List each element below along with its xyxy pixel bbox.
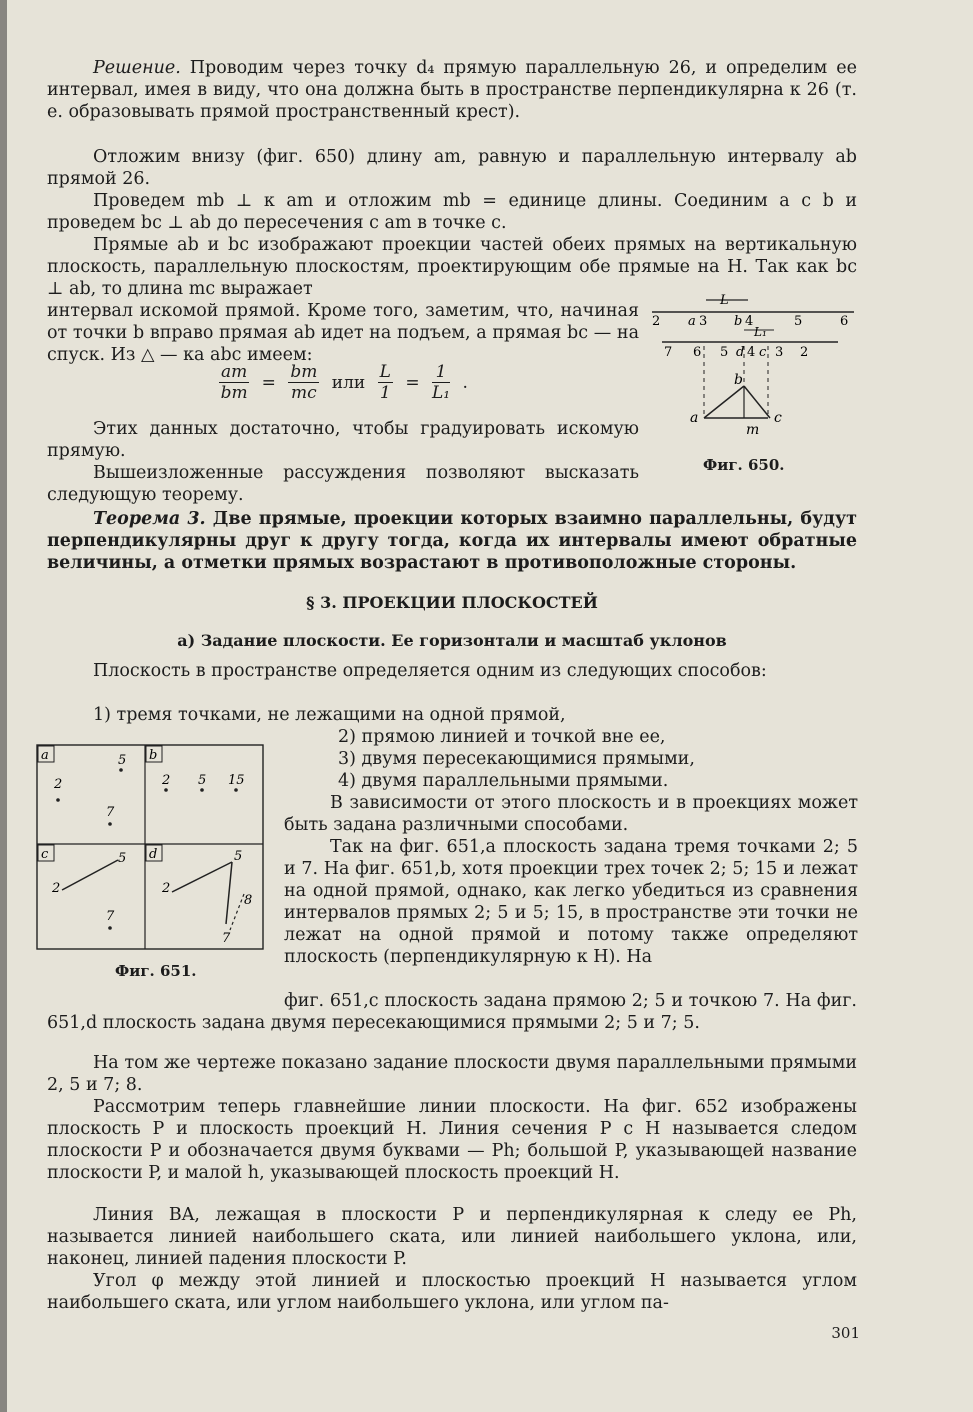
- panel-d-line-8-7: [230, 894, 244, 930]
- panel-c-label-2: 2: [52, 881, 61, 896]
- panel-d-label-7: 7: [222, 931, 231, 946]
- list-item-3: 3) двумя пересекающимися прямыми,: [338, 749, 695, 769]
- panel-a-label-5: 5: [118, 753, 127, 768]
- page-edge-shadow: [0, 0, 7, 1412]
- paragraph-12: Линия BA, лежащая в плоскости P и перпендикулярная к следу ее Ph, называется линией наибольшего ската, или линией наибольшего уклона, или, наконец, линией падения плоскости P.: [47, 1205, 857, 1269]
- list-item-1: 1) тремя точками, не лежащими на одной прямой,: [93, 705, 566, 725]
- panel-d-label-2: 2: [162, 881, 171, 896]
- bottom-label-5: 5: [720, 345, 729, 360]
- paragraph-9b: фиг. 651,c плоскость задана прямою 2; 5 и точкою 7. На фиг. 651,d плоскость задана двумя пересекающимися прямыми 2; 5 и 7; 5.: [47, 991, 857, 1033]
- panel-b-tag: b: [149, 748, 158, 763]
- point-m-label: m: [746, 422, 760, 438]
- paragraph-8: В зависимости от этого плоскость и в проекциях может быть задана различными способами.: [284, 793, 858, 835]
- bottom-label-c: c: [759, 345, 767, 360]
- frac2-den: mc: [291, 383, 317, 403]
- bottom-label-6: 6: [693, 345, 702, 360]
- paragraph-7: Плоскость в пространстве определяется одним из следующих способов:: [93, 661, 767, 681]
- frac1-num: am: [221, 362, 248, 382]
- panel-c-label-5: 5: [118, 851, 127, 866]
- panel-a-point-2: [56, 798, 60, 802]
- fraction-2: [288, 362, 319, 403]
- panel-c-label-7: 7: [106, 909, 115, 924]
- bottom-label-7: 7: [664, 345, 673, 360]
- panel-b-label-5: 5: [198, 773, 207, 788]
- top-label-b: b: [734, 314, 743, 329]
- panel-a-tag: a: [41, 748, 49, 763]
- panel-c-point-7: [108, 926, 112, 930]
- theorem-lead: Теорема 3.: [93, 509, 206, 529]
- top-label-3: 3: [699, 314, 708, 329]
- segment-ab: [704, 386, 744, 418]
- panel-b-point-5: [200, 788, 204, 792]
- top-label-6: 6: [840, 314, 849, 329]
- top-label-4: 4: [745, 314, 754, 329]
- paragraph-4a: Прямые ab и bc изображают проекции частей обеих прямых на вертикальную плоскость, параллельную плоскостям, проектирующим обе прямые на H. Так как bc ⊥ ab, то длина mc выражает: [47, 235, 857, 299]
- fraction-3: [378, 362, 393, 403]
- panel-b-point-2: [164, 788, 168, 792]
- or-word: или: [331, 372, 366, 393]
- subsection-title: а) Задание плоскости. Ее горизонтали и масштаб уклонов: [177, 631, 727, 650]
- panel-a-point-7: [108, 822, 112, 826]
- paragraph-solution: [47, 57, 857, 123]
- frac2-num: bm: [290, 362, 318, 382]
- panel-a-label-7: 7: [106, 805, 115, 820]
- solution-lead: Решение.: [93, 58, 181, 78]
- bottom-label-3: 3: [775, 345, 784, 360]
- figure-650-caption: Фиг. 650.: [703, 456, 785, 474]
- panel-c-line-2-5: [62, 860, 118, 890]
- L-label: L: [720, 293, 729, 308]
- top-label-5: 5: [794, 314, 803, 329]
- top-label-a: a: [688, 314, 696, 329]
- figure-650: [648, 288, 863, 448]
- paragraph-9a: Так на фиг. 651,a плоскость задана тремя точками 2; 5 и 7. На фиг. 651,b, хотя проекции трех точек 2; 5; 15 и лежат на одной прямой, однако, как легко убедиться из сравнения интервалов прямых 2; 5 и 5; 15, в пространстве эти точки не лежат на одной прямой и потому также определяют плоскость (перпендикулярную к H). На: [284, 837, 858, 967]
- bottom-label-2: 2: [800, 345, 809, 360]
- panel-c-tag: c: [41, 847, 49, 862]
- figure-651: [36, 744, 268, 954]
- panel-b-label-2: 2: [162, 773, 171, 788]
- panel-b-label-15: 15: [228, 773, 245, 788]
- page-number: 301: [831, 1324, 860, 1342]
- frac4-num: 1: [432, 362, 450, 383]
- bottom-label-4: 4: [747, 345, 756, 360]
- frac1-den: bm: [220, 383, 248, 403]
- fraction-1: [219, 362, 249, 403]
- frac3-num: L: [379, 362, 391, 382]
- section-title: § 3. ПРОЕКЦИИ ПЛОСКОСТЕЙ: [306, 593, 598, 612]
- formula-period: .: [462, 372, 468, 393]
- paragraph-11: Рассмотрим теперь главнейшие линии плоскости. На фиг. 652 изображены плоскость P и плоскость проекций H. Линия сечения P с H называется следом плоскости P и обозначается двумя буквами — Ph; большой P, указывающей название плоскости P, и малой h, указывающей плоскость проекций H.: [47, 1097, 857, 1183]
- ratio-formula: [215, 362, 471, 403]
- equals-2: =: [405, 372, 420, 393]
- L1-label: L₁: [754, 325, 767, 339]
- bottom-label-d: d: [736, 345, 745, 360]
- panel-a-label-2: 2: [54, 777, 63, 792]
- panel-d-line-5-7: [226, 862, 232, 924]
- theorem-3: [47, 508, 857, 574]
- paragraph-10: На том же чертеже показано задание плоскости двумя параллельными прямыми 2, 5 и 7; 8.: [47, 1053, 857, 1095]
- frac3-den: 1: [379, 383, 391, 403]
- paragraph-2: Отложим внизу (фиг. 650) длину am, равную и параллельную интервалу ab прямой 26.: [47, 147, 857, 189]
- list-item-4: 4) двумя параллельными прямыми.: [338, 771, 669, 791]
- paragraph-5: Этих данных достаточно, чтобы градуировать искомую прямую.: [47, 419, 639, 461]
- panel-d-label-5: 5: [234, 849, 243, 864]
- figure-651-caption: Фиг. 651.: [115, 962, 197, 980]
- theorem-text: Две прямые, проекции которых взаимно параллельны, будут перпендикулярны друг к другу тогда, когда их интервалы имеют обратные величины, а отметки прямых возрастают в противоположные стороны.: [47, 509, 857, 573]
- top-label-2: 2: [652, 314, 661, 329]
- segment-bc: [744, 386, 770, 418]
- paragraph-13: Угол φ между этой линией и плоскостью проекций H называется углом наибольшего ската, или углом наибольшего уклона, или углом па-: [47, 1271, 857, 1313]
- point-a-label: a: [690, 410, 699, 426]
- panel-d-tag: d: [149, 847, 158, 862]
- fraction-4: [432, 362, 450, 403]
- paragraph-6: Вышеизложенные рассуждения позволяют высказать следующую теорему.: [47, 463, 639, 505]
- solution-text: Проводим через точку d₄ прямую параллельную 26, и определим ее интервал, имея в виду, что она должна быть в пространстве перпендикулярна к 26 (т. е. образовывать прямой пространственный крест).: [47, 58, 857, 122]
- panel-b-point-15: [234, 788, 238, 792]
- panel-d-line-2-5: [172, 862, 232, 892]
- equals-1: =: [261, 372, 276, 393]
- frac4-den: L₁: [431, 383, 451, 403]
- panel-d-label-8: 8: [244, 893, 253, 908]
- list-item-2: 2) прямою линией и точкой вне ее,: [338, 727, 666, 747]
- point-b-label: b: [734, 372, 743, 388]
- paragraph-3: Проведем mb ⊥ к am и отложим mb = единице длины. Соединим a с b и проведем bc ⊥ ab до пересечения с am в точке c.: [47, 191, 857, 233]
- paragraph-4b: интервал искомой прямой. Кроме того, заметим, что, начиная от точки b вправо прямая ab идет на подъем, а прямая bc — на спуск. Из △ — ка abc имеем:: [47, 301, 639, 365]
- point-c-label: c: [774, 410, 782, 426]
- panel-a-point-5: [119, 768, 123, 772]
